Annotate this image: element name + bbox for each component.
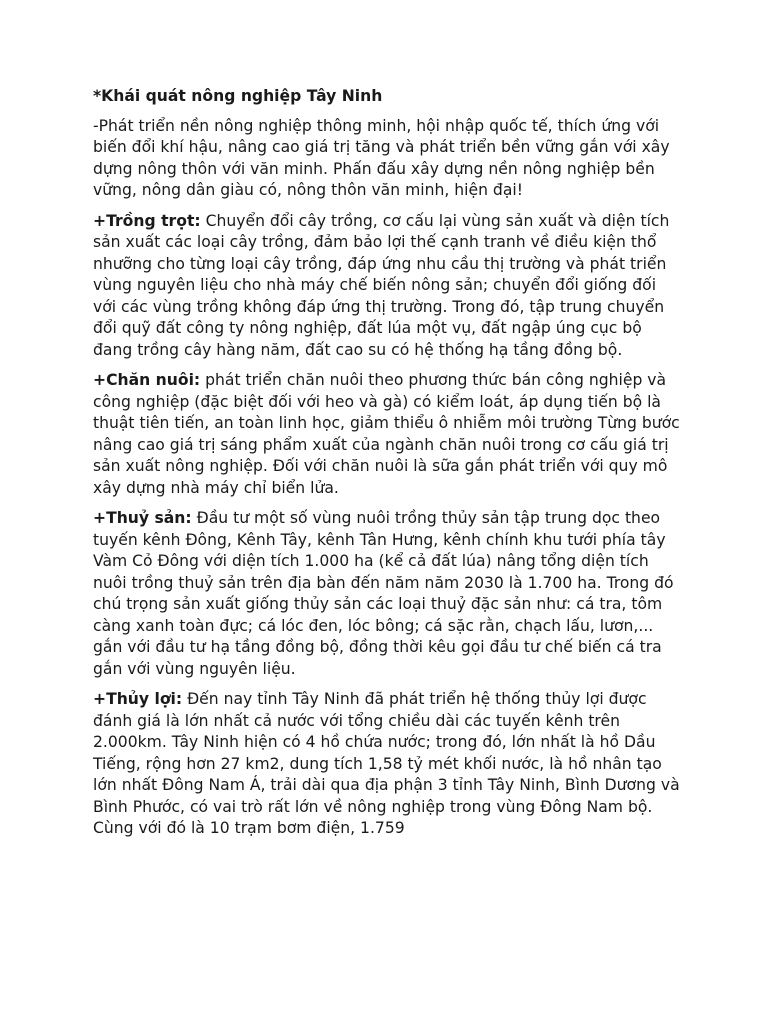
section-label: +Trồng trọt: xyxy=(93,211,201,230)
section-label: +Chăn nuôi: xyxy=(93,371,201,389)
document-page xyxy=(93,86,683,849)
section-text: phát triển chăn nuôi theo phương thức bán công nghiệp và công nghiệp (đặc biệt đối với heo và gà) có kiểm loát, áp dụng tiến bộ là thuật tiên tiến, an toàn linh học, giảm thiểu ô nhiễm môi trường Từng bước nâng cao giá trị sáng phẩm xuất của ngành chăn nuôi trong cơ cấu giá trị sản xuất nông nghiệp. Đối với chăn nuôi là sữa gắn phát triển với quy mô xây dựng nhà máy chỉ biển lửa. xyxy=(93,371,680,497)
section-text: Đầu tư một số vùng nuôi trồng thủy sản tập trung dọc theo tuyến kênh Đông, Kênh Tây, kênh Tân Hưng, kênh chính khu tưới phía tây Vàm Cỏ Đông với diện tích 1.000 ha (kể cả đất lúa) nâng tổng diện tích nuôi trồng thuỷ sản trên địa bàn đến năm năm 2030 là 1.700 ha. Trong đó chú trọng sản xuất giống thủy sản các loại thuỷ đặc sản như: cá tra, tôm càng xanh toàn đực; cá lóc đen, lóc bông; cá sặc rằn, chạch lấu, lươn,... gắn với đầu tư hạ tầng đồng bộ, đồng thời kêu gọi đầu tư chế biến cá tra gắn với vùng nguyên liệu. xyxy=(93,509,674,678)
document-title: *Khái quát nông nghiệp Tây Ninh xyxy=(93,87,383,105)
intro-paragraph: -Phát triển nền nông nghiệp thông minh, hội nhập quốc tế, thích ứng với biến đổi khí hậu, nâng cao giá trị tăng và phát triển bền vững gắn với xây dựng nông thôn với văn minh. Phấn đấu xây dựng nền nông nghiệp bền vững, nông dân giàu có, nông thôn văn minh, hiện đại! xyxy=(93,116,670,199)
section-chan-nuoi xyxy=(93,370,683,499)
section-text: Đến nay tỉnh Tây Ninh đã phát triển hệ thống thủy lợi được đánh giá là lớn nhất cả nước với tổng chiều dài các tuyến kênh trên 2.000km. Tây Ninh hiện có 4 hồ chứa nước; trong đó, lớn nhất là hồ Dầu Tiếng, rộng hơn 27 km2, dung tích 1,58 tỷ mét khối nước, là hồ nhân tạo lớn nhất Đông Nam Á, trải dài qua địa phận 3 tỉnh Tây Ninh, Bình Dương và Bình Phước, có vai trò rất lớn về nông nghiệp trong vùng Đông Nam bộ. Cùng với đó là 10 trạm bơm điện, 1.759 xyxy=(93,690,680,837)
section-label: +Thủy lợi: xyxy=(93,690,183,708)
section-text: Chuyển đổi cây trồng, cơ cấu lại vùng sản xuất và diện tích sản xuất các loại cây trồng, đảm bảo lợi thế cạnh tranh về điều kiện thổ nhưỡng cho từng loại cây trồng, đáp ứng nhu cầu thị trường và phát triển vùng nguyên liệu cho nhà máy chế biến nông sản; chuyển đổi giống đối với các vùng trồng không đáp ứng thị trường. Trong đó, tập trung chuyển đổi quỹ đất công ty nông nghiệp, đất lúa một vụ, đất ngập úng cục bộ đang trồng cây hàng năm, đất cao su có hệ thống hạ tầng đồng bộ. xyxy=(93,211,670,359)
section-label: +Thuỷ sản: xyxy=(93,509,192,527)
section-thuy-san xyxy=(93,508,683,680)
section-thuy-loi xyxy=(93,689,683,840)
section-trong-trot xyxy=(93,211,683,362)
